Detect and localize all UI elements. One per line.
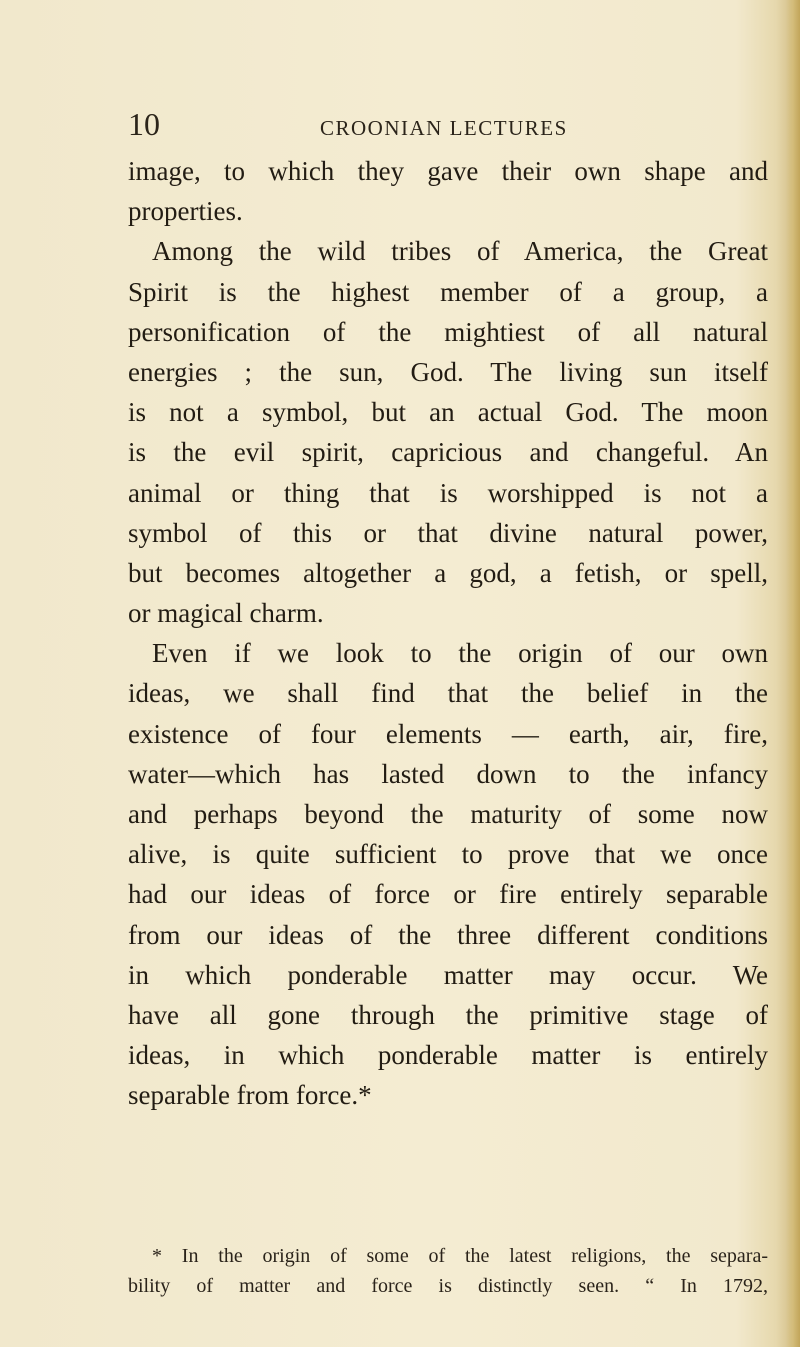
text-line: personification of the mightiest of all natural	[128, 316, 768, 347]
text-line: is not a symbol, but an actual God. The moon	[128, 397, 768, 428]
text-line: separable from force.*	[128, 1080, 372, 1111]
text-line: Even if we look to the origin of our own	[152, 638, 768, 669]
text-line: and perhaps beyond the maturity of some now	[128, 799, 768, 829]
text-line: water—which has lasted down to the infancy	[128, 758, 768, 789]
text-line: have all gone through the primitive stage of	[128, 999, 768, 1030]
footnote-line: bility of matter and force is distinctly seen. “ In 1792,	[128, 1275, 768, 1297]
text-line: energies ; the sun, God. The living sun itself	[128, 356, 768, 387]
text-line: alive, is quite sufficient to prove that we once	[128, 839, 768, 870]
text-line: symbol of this or that divine natural power,	[128, 517, 768, 548]
text-line: but becomes altogether a god, a fetish, or spell,	[128, 557, 768, 588]
page-number: 10	[128, 106, 160, 142]
text-line: is the evil spirit, capricious and changeful. An	[128, 437, 768, 468]
text-line: Among the wild tribes of America, the Great	[152, 236, 768, 267]
body-text	[128, 151, 768, 1116]
text-line: ideas, in which ponderable matter is entirely	[128, 1040, 768, 1071]
text-line: had our ideas of force or fire entirely separable	[128, 879, 768, 910]
text-line: image, to which they gave their own shape and	[128, 156, 768, 186]
text-line: existence of four elements — earth, air, fire,	[128, 718, 768, 749]
page-header	[128, 108, 688, 148]
footnote	[128, 1241, 768, 1301]
text-line: Spirit is the highest member of a group, a	[128, 276, 768, 307]
page-edge-shading	[786, 0, 800, 1347]
text-line: from our ideas of the three different conditions	[128, 919, 768, 950]
text-line: or magical charm.	[128, 598, 324, 629]
text-line: in which ponderable matter may occur. We	[128, 959, 768, 990]
text-line: ideas, we shall find that the belief in the	[128, 678, 768, 709]
text-line: animal or thing that is worshipped is not a	[128, 477, 768, 508]
text-line: properties.	[128, 196, 243, 227]
footnote-line: * In the origin of some of the latest religions, the separa-	[152, 1245, 768, 1267]
running-head: CROONIAN LECTURES	[320, 116, 568, 140]
